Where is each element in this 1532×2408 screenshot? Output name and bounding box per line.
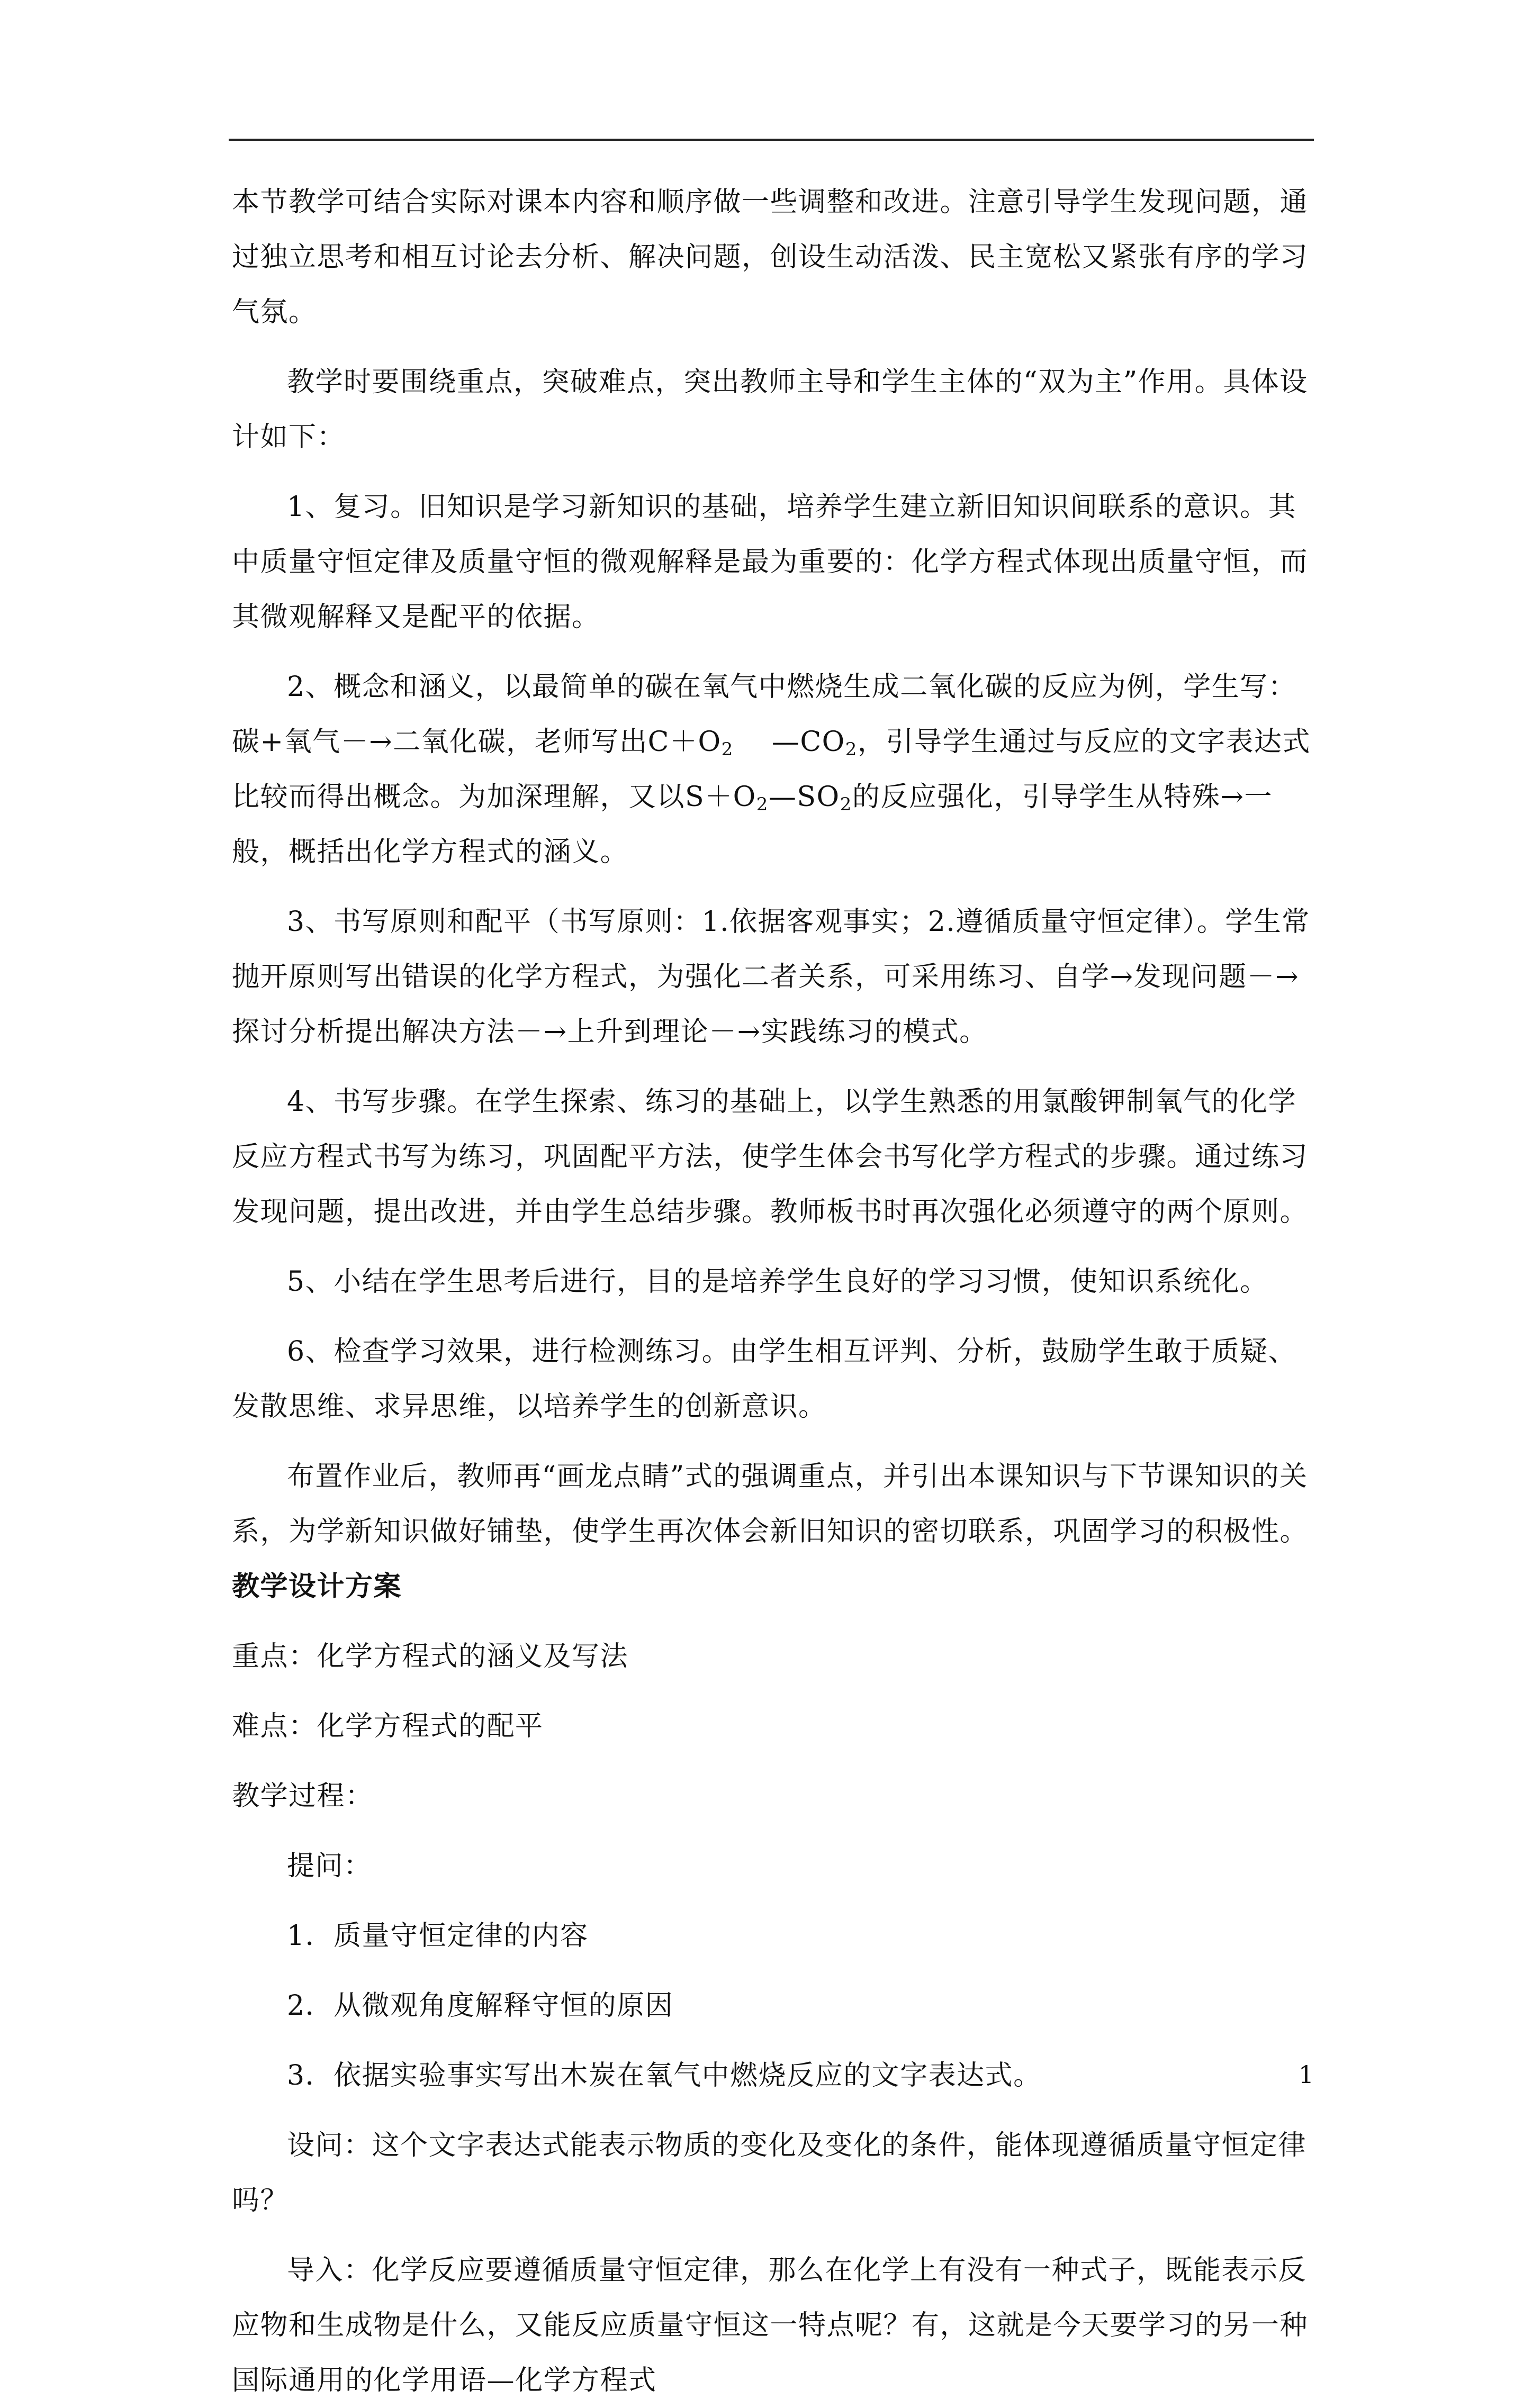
equation-carbon: $C+O_2$ $—CO_2$ — [647, 726, 858, 760]
design-key-point: 重点：化学方程式的涵义及写法 — [232, 1641, 629, 1672]
design-ask: 设问：这个文字表达式能表示物质的变化及变化的条件，能体现遵循质量守恒定律吗？ — [232, 2130, 1307, 2216]
header-rule — [229, 139, 1314, 141]
design-question-label: 提问： — [287, 1850, 372, 1882]
concept-text-3: 的反应强化，引导学生从特殊→一般，概括出化学方程式的涵义。 — [232, 781, 1273, 868]
concept-text-2: ，引导学生通过与反应的文字表达式比较而得出概念。为加深理解，又以 — [232, 726, 1311, 813]
paragraph-homework: 布置作业后，教师再“画龙点睛”式的强调重点，并引出本课知识与下节课知识的关系，为学新知识做好铺垫，使学生再次体会新旧知识的密切联系，巩固学习的积极性。 — [232, 1461, 1309, 1547]
concept-text-1: 2、概念和涵义，以最简单的碳在氧气中燃烧生成二氧化碳的反应为例，学生写：碳+氧气－→二氧化碳，老师写出 — [232, 671, 1297, 758]
paragraph-principles: 3、书写原则和配平（书写原则：1.依据客观事实；2.遵循质量守恒定律）。学生常抛开原则写出错误的化学方程式，为强化二者关系，可采用练习、自学→发现问题－→探讨分析提出解决方法－→上升到理论－→实践练习的模式。 — [232, 906, 1310, 1048]
question-item: 2．从微观角度解释守恒的原因 — [287, 1990, 674, 2022]
paragraph-check: 6、检查学习效果，进行检测练习。由学生相互评判、分析，鼓励学生敢于质疑、发散思维、求异思维，以培养学生的创新意识。 — [232, 1336, 1297, 1423]
page-number: 1 — [1298, 2060, 1314, 2089]
design-difficulty: 难点：化学方程式的配平 — [232, 1710, 544, 1742]
question-item: 1．质量守恒定律的内容 — [287, 1920, 589, 1952]
equation-sulfur: $S+O_2—SO_2$ — [685, 781, 852, 815]
document-body — [232, 175, 1313, 2408]
paragraph-intro: 本节教学可结合实际对课本内容和顺序做一些调整和改进。注意引导学生发现问题，通过独立思考和相互讨论去分析、解决问题，创设生动活泼、民主宽松又紧张有序的学习气氛。 — [232, 186, 1309, 328]
paragraph-review: 1、复习。旧知识是学习新知识的基础，培养学生建立新旧知识间联系的意识。其中质量守恒定律及质量守恒的微观解释是最为重要的：化学方程式体现出质量守恒，而其微观解释又是配平的依据。 — [232, 491, 1309, 633]
design-intro: 导入：化学反应要遵循质量守恒定律，那么在化学上有没有一种式子，既能表示反应物和生成物是什么，又能反应质量守恒这一特点呢？有，这就是今天要学习的另一种国际通用的化学用语—化学方程式 — [232, 2255, 1309, 2396]
paragraph-steps: 4、书写步骤。在学生探索、练习的基础上，以学生熟悉的用氯酸钾制氧气的化学反应方程式书写为练习，巩固配平方法，使学生体会书写化学方程式的步骤。通过练习发现问题，提出改进，并由学生总结步骤。教师板书时再次强化必须遵守的两个原则。 — [232, 1086, 1309, 1228]
paragraph-concept — [232, 659, 1313, 880]
design-heading: 教学设计方案 — [232, 1570, 402, 1603]
design-process-label: 教学过程： — [232, 1780, 374, 1812]
paragraph-design-principle: 教学时要围绕重点，突破难点，突出教师主导和学生主体的“双为主”作用。具体设计如下： — [232, 366, 1308, 453]
paragraph-summary: 5、小结在学生思考后进行，目的是培养学生良好的学习习惯，使知识系统化。 — [287, 1266, 1268, 1298]
question-item: 3．依据实验事实写出木炭在氧气中燃烧反应的文字表达式。 — [287, 2060, 1042, 2092]
